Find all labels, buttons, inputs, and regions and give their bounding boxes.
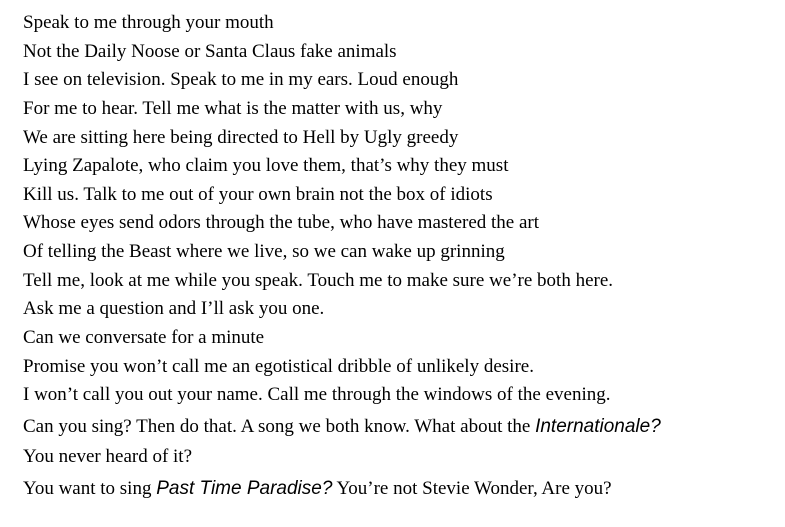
poem-line-17-post: You’re not Stevie Wonder, Are you?	[332, 477, 612, 499]
poem-line-10: Tell me, look at me while you speak. Touch me to make sure we’re both here.	[23, 269, 614, 291]
poem-line-7: Kill us. Talk to me out of your own brain not the box of idiots	[23, 183, 493, 205]
poem-line-11: Ask me a question and I’ll ask you one.	[23, 298, 325, 320]
poem-line-14: I won’t call you out your name. Call me through the windows of the evening.	[23, 384, 611, 406]
poem-line-1: Speak to me through your mouth	[23, 12, 274, 33]
poem-line-16: You never heard of it?	[23, 445, 193, 467]
poem-line-3: I see on television. Speak to me in my ears. Loud enough	[23, 69, 459, 91]
song-title-past-time-paradise: Past Time Paradise?	[156, 477, 333, 499]
poem-text	[23, 9, 778, 505]
poem-line-8: Whose eyes send odors through the tube, who have mastered the art	[23, 212, 540, 234]
poem-line-17	[23, 472, 778, 505]
song-title-internationale: Internationale?	[535, 415, 661, 437]
poem-line-9: Of telling the Beast where we live, so we can wake up grinning	[23, 241, 505, 263]
poem-line-15-text: Can you sing? Then do that. A song we both know. What about the	[23, 415, 536, 437]
poem-line-13: Promise you won’t call me an egotistical dribble of unlikely desire.	[23, 355, 534, 377]
poem-line-12: Can we conversate for a minute	[23, 327, 265, 349]
poem-line-2: Not the Daily Noose or Santa Claus fake animals	[23, 40, 397, 62]
poem-line-5: We are sitting here being directed to Hell by Ugly greedy	[23, 126, 459, 148]
poem-line-6: Lying Zapalote, who claim you love them, that’s why they must	[23, 155, 509, 177]
poem-line-15	[23, 410, 778, 443]
poem-line-4: For me to hear. Tell me what is the matter with us, why	[23, 97, 443, 119]
poem-line-17-pre: You want to sing	[23, 477, 157, 499]
